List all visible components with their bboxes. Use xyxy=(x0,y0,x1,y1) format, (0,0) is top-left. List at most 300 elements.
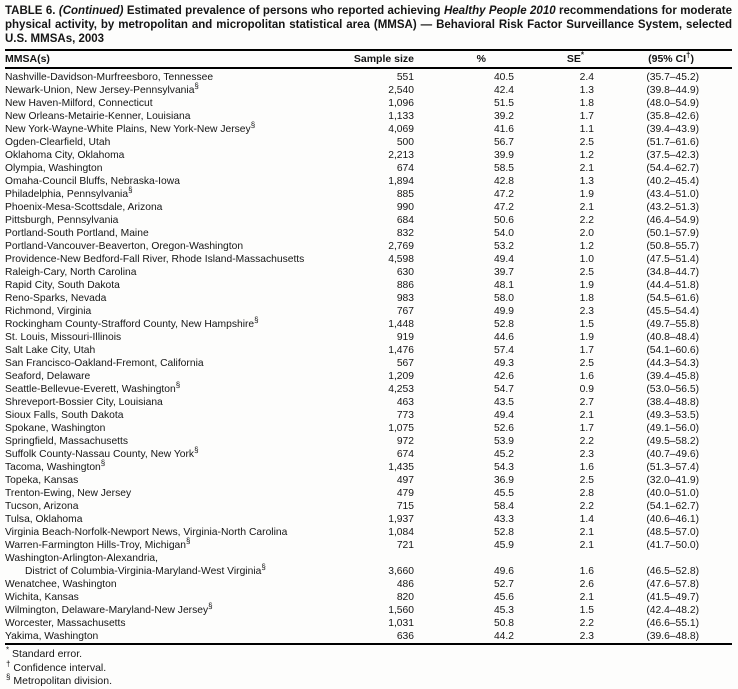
table-title xyxy=(5,2,732,51)
percent-value: 44.2 xyxy=(493,631,514,642)
se-value: 1.6 xyxy=(579,462,594,473)
table-row xyxy=(5,123,732,136)
ci-value: (41.5–49.7) xyxy=(646,592,699,603)
title-text-1: Estimated prevalence of persons who reported achieving xyxy=(126,5,441,17)
mmsa-name: New Haven-Milford, Connecticut xyxy=(5,98,153,109)
mmsa-name: Seaford, Delaware xyxy=(5,371,91,382)
footnote-symbol: § xyxy=(6,672,11,682)
se-value: 2.1 xyxy=(579,540,594,551)
table-row xyxy=(5,188,732,201)
sample-size-value: 2,769 xyxy=(388,241,414,252)
percent-value: 54.3 xyxy=(493,462,514,473)
ci-value: (44.4–51.8) xyxy=(646,280,699,291)
sample-size-value: 674 xyxy=(396,163,414,174)
mmsa-name-cell xyxy=(5,68,344,84)
ci-value: (47.5–51.4) xyxy=(646,254,699,265)
sample-size-value: 820 xyxy=(396,592,414,603)
mmsa-name: Ogden-Clearfield, Utah xyxy=(5,137,111,148)
prevalence-table xyxy=(5,51,732,645)
mmsa-name-cell xyxy=(5,500,344,513)
se-value: 2.4 xyxy=(579,72,594,83)
ci-value: (34.8–44.7) xyxy=(646,267,699,278)
mmsa-name-cell xyxy=(5,630,344,644)
mmsa-name-cell xyxy=(5,266,344,279)
percent-value: 47.2 xyxy=(493,189,514,200)
footnote-text: Metropolitan division. xyxy=(13,675,113,687)
se-value: 2.5 xyxy=(579,137,594,148)
ci-value: (40.8–48.4) xyxy=(646,332,699,343)
mmsa-name-cell xyxy=(5,396,344,409)
mmsa-name: Newark-Union, New Jersey-Pennsylvania xyxy=(5,85,195,96)
percent-value: 42.4 xyxy=(493,85,514,96)
mmsa-name-cell xyxy=(5,227,344,240)
sample-size-value: 721 xyxy=(396,540,414,551)
table-row xyxy=(5,409,732,422)
ci-value: (45.5–54.4) xyxy=(646,306,699,317)
percent-value: 45.6 xyxy=(493,592,514,603)
table-row xyxy=(5,357,732,370)
mmsa-name: Springfield, Massachusetts xyxy=(5,436,129,447)
table-row xyxy=(5,292,732,305)
mmsa-name: Nashville-Davidson-Murfreesboro, Tennessee xyxy=(5,72,214,83)
percent-value: 50.6 xyxy=(493,215,514,226)
mmsa-name-cell xyxy=(5,370,344,383)
sample-size-value: 1,096 xyxy=(388,98,414,109)
percent-value: 40.5 xyxy=(493,72,514,83)
percent-value: 52.8 xyxy=(493,527,514,538)
footnote-text: Confidence interval. xyxy=(13,661,107,674)
percent-value: 54.7 xyxy=(493,384,514,395)
mmsa-name-cell xyxy=(5,120,344,136)
se-value: 1.9 xyxy=(579,189,594,200)
mmsa-name: Rockingham County-Strafford County, New Hampshire xyxy=(5,319,255,330)
mmsa-name-cell xyxy=(5,175,344,188)
sample-size-value: 4,069 xyxy=(388,124,414,135)
ci-value: (54.5–61.6) xyxy=(646,293,699,304)
mmsa-name-cell xyxy=(5,315,344,331)
table-row xyxy=(5,435,732,448)
ci-value: (32.0–41.9) xyxy=(646,475,699,486)
sample-size-value: 1,937 xyxy=(388,514,414,525)
percent-value: 49.4 xyxy=(493,410,514,421)
table-row xyxy=(5,422,732,435)
se-value: 2.5 xyxy=(579,475,594,486)
percent-value: 42.6 xyxy=(493,371,514,382)
ci-value: (50.8–55.7) xyxy=(646,241,699,252)
se-value: 1.6 xyxy=(579,566,594,577)
se-value: 2.1 xyxy=(579,527,594,538)
se-value: 2.5 xyxy=(579,267,594,278)
sample-size-value: 1,031 xyxy=(388,618,414,629)
table-row xyxy=(5,201,732,214)
sample-size-value: 1,084 xyxy=(388,527,414,538)
table-row xyxy=(5,500,732,513)
sample-size-value: 684 xyxy=(396,215,414,226)
percent-value: 49.9 xyxy=(493,306,514,317)
sample-size-value: 3,660 xyxy=(388,566,414,577)
mmsa-name: St. Louis, Missouri-Illinois xyxy=(5,332,122,343)
sample-size-value: 2,540 xyxy=(388,85,414,96)
se-value: 2.2 xyxy=(579,436,594,447)
sample-size-value: 567 xyxy=(396,358,414,369)
table-row xyxy=(5,68,732,84)
se-value: 1.0 xyxy=(579,254,594,265)
percent-value: 53.9 xyxy=(493,436,514,447)
mmsa-name-cell xyxy=(5,344,344,357)
footnote-symbol: * xyxy=(6,645,10,655)
table-row xyxy=(5,240,732,253)
table-row xyxy=(5,227,732,240)
percent-value: 43.5 xyxy=(493,397,514,408)
mmsa-name-cell xyxy=(5,240,344,253)
mmsa-name: Trenton-Ewing, New Jersey xyxy=(5,488,132,499)
se-value: 2.6 xyxy=(579,579,594,590)
table-row xyxy=(5,474,732,487)
ci-value: (51.7–61.6) xyxy=(646,137,699,148)
mmsa-name: Worcester, Massachusetts xyxy=(5,618,126,629)
ci-value: (47.6–57.8) xyxy=(646,579,699,590)
percent-value: 47.2 xyxy=(493,202,514,213)
mmsa-name-cell xyxy=(5,458,344,474)
se-value: 1.3 xyxy=(579,85,594,96)
table-row xyxy=(5,578,732,591)
table-row xyxy=(5,136,732,149)
se-value: 1.8 xyxy=(579,98,594,109)
mmsa-name: Warren-Farmington Hills-Troy, Michigan xyxy=(5,540,186,551)
table-row xyxy=(5,539,732,552)
se-value: 2.1 xyxy=(579,202,594,213)
mmsa-name: Seattle-Bellevue-Everett, Washington xyxy=(5,384,176,395)
sample-size-value: 1,209 xyxy=(388,371,414,382)
ci-value: (54.4–62.7) xyxy=(646,163,699,174)
column-header-se: SE* xyxy=(514,51,594,68)
table-row xyxy=(5,565,732,578)
mmsa-name: Shreveport-Bossier City, Louisiana xyxy=(5,397,163,408)
percent-value: 45.2 xyxy=(493,449,514,460)
mmsa-name-cell xyxy=(5,305,344,318)
footnote xyxy=(6,645,732,662)
sample-size-value: 2,213 xyxy=(388,150,414,161)
metro-division-marker: § xyxy=(208,601,213,611)
mmsa-name-cell xyxy=(5,578,344,591)
mmsa-name-cell xyxy=(5,357,344,370)
table-row xyxy=(5,552,732,565)
se-value: 2.2 xyxy=(579,618,594,629)
footnote xyxy=(6,659,732,676)
se-footnote-marker: * xyxy=(580,50,584,60)
sample-size-value: 1,133 xyxy=(388,111,414,122)
mmsa-name-cell xyxy=(5,474,344,487)
sample-size-value: 715 xyxy=(396,501,414,512)
table-row xyxy=(5,175,732,188)
ci-value: (43.2–51.3) xyxy=(646,202,699,213)
table-body xyxy=(5,68,732,644)
mmsa-name-cell xyxy=(5,81,344,97)
footnote-text: Standard error. xyxy=(12,648,83,660)
percent-value: 42.8 xyxy=(493,176,514,187)
column-header-sample-size: Sample size xyxy=(344,51,414,68)
table-row xyxy=(5,526,732,539)
mmsa-name-cell xyxy=(5,292,344,305)
sample-size-value: 463 xyxy=(396,397,414,408)
mmsa-name-cell xyxy=(5,445,344,461)
table-row xyxy=(5,253,732,266)
ci-value: (46.5–52.8) xyxy=(646,566,699,577)
se-value: 1.9 xyxy=(579,280,594,291)
se-value: 2.1 xyxy=(579,592,594,603)
mmsa-name-cell xyxy=(5,253,344,266)
mmsa-name: Raleigh-Cary, North Carolina xyxy=(5,267,137,278)
se-value: 2.1 xyxy=(579,410,594,421)
table-row xyxy=(5,84,732,97)
metro-division-marker: § xyxy=(128,185,133,195)
se-value: 1.3 xyxy=(579,176,594,187)
mmsa-name: Wichita, Kansas xyxy=(5,592,79,603)
sample-size-value: 919 xyxy=(396,332,414,343)
ci-value: (49.5–58.2) xyxy=(646,436,699,447)
ci-value: (49.7–55.8) xyxy=(646,319,699,330)
mmsa-name-cell xyxy=(5,214,344,227)
sample-size-value: 773 xyxy=(396,410,414,421)
mmsa-name: Rapid City, South Dakota xyxy=(5,280,120,291)
ci-value: (46.4–54.9) xyxy=(646,215,699,226)
sample-size-value: 497 xyxy=(396,475,414,486)
percent-value: 49.6 xyxy=(493,566,514,577)
percent-value: 45.5 xyxy=(493,488,514,499)
sample-size-value: 832 xyxy=(396,228,414,239)
percent-value: 56.7 xyxy=(493,137,514,148)
ci-value: (40.6–46.1) xyxy=(646,514,699,525)
mmsa-name-cell xyxy=(5,526,344,539)
mmsa-name-cell xyxy=(5,110,344,123)
percent-value: 48.1 xyxy=(493,280,514,291)
sample-size-value: 1,448 xyxy=(388,319,414,330)
sample-size-value: 990 xyxy=(396,202,414,213)
table-row xyxy=(5,630,732,644)
ci-value: (39.8–44.9) xyxy=(646,85,699,96)
percent-value: 52.8 xyxy=(493,319,514,330)
mmsa-name-cell xyxy=(5,617,344,630)
mmsa-name: New Orleans-Metairie-Kenner, Louisiana xyxy=(5,111,191,122)
ci-value: (51.3–57.4) xyxy=(646,462,699,473)
se-value: 0.9 xyxy=(579,384,594,395)
mmsa-name-cell xyxy=(5,562,344,578)
sample-size-value: 4,598 xyxy=(388,254,414,265)
percent-value: 39.9 xyxy=(493,150,514,161)
mmsa-name: Topeka, Kansas xyxy=(5,475,79,486)
ci-value: (44.3–54.3) xyxy=(646,358,699,369)
percent-value: 45.3 xyxy=(493,605,514,616)
mmsa-name-cell xyxy=(5,97,344,110)
table-row xyxy=(5,110,732,123)
se-value: 1.7 xyxy=(579,345,594,356)
ci-value: (39.4–43.9) xyxy=(646,124,699,135)
percent-value: 41.6 xyxy=(493,124,514,135)
sample-size-value: 885 xyxy=(396,189,414,200)
table-row xyxy=(5,344,732,357)
mmsa-name: Yakima, Washington xyxy=(5,631,99,642)
sample-size-value: 674 xyxy=(396,449,414,460)
se-value: 1.5 xyxy=(579,319,594,330)
percent-value: 58.4 xyxy=(493,501,514,512)
sample-size-value: 1,435 xyxy=(388,462,414,473)
mmsa-name: Olympia, Washington xyxy=(5,163,103,174)
se-value: 1.4 xyxy=(579,514,594,525)
metro-division-marker: § xyxy=(254,315,259,325)
mmsa-name: Tacoma, Washington xyxy=(5,462,101,473)
mmsa-name: New York-Wayne-White Plains, New York-New Jersey xyxy=(5,124,251,135)
sample-size-value: 1,476 xyxy=(388,345,414,356)
percent-value: 58.5 xyxy=(493,163,514,174)
table-row xyxy=(5,279,732,292)
metro-division-marker: § xyxy=(194,445,199,455)
footnotes xyxy=(5,645,732,689)
sample-size-value: 479 xyxy=(396,488,414,499)
sample-size-value: 886 xyxy=(396,280,414,291)
mmsa-name: Washington-Arlington-Alexandria, xyxy=(5,553,159,564)
mmsa-name: Spokane, Washington xyxy=(5,423,106,434)
percent-value: 43.3 xyxy=(493,514,514,525)
sample-size-value: 630 xyxy=(396,267,414,278)
mmsa-name-cell xyxy=(5,422,344,435)
sample-size-value: 983 xyxy=(396,293,414,304)
se-value: 1.2 xyxy=(579,241,594,252)
percent-value: 53.2 xyxy=(493,241,514,252)
ci-value: (40.7–49.6) xyxy=(646,449,699,460)
table-header xyxy=(5,51,732,68)
percent-value: 49.4 xyxy=(493,254,514,265)
ci-value: (54.1–60.6) xyxy=(646,345,699,356)
table-row xyxy=(5,331,732,344)
table-row xyxy=(5,305,732,318)
ci-value: (42.4–48.2) xyxy=(646,605,699,616)
table-row xyxy=(5,383,732,396)
ci-value: (37.5–42.3) xyxy=(646,150,699,161)
sample-size-value: 4,253 xyxy=(388,384,414,395)
percent-value: 39.7 xyxy=(493,267,514,278)
mmsa-name-cell xyxy=(5,185,344,201)
continued-marker: (Continued) xyxy=(58,5,124,17)
mmsa-name: Wilmington, Delaware-Maryland-New Jersey xyxy=(5,605,209,616)
percent-value: 52.7 xyxy=(493,579,514,590)
table-row xyxy=(5,97,732,110)
mmsa-name-cell xyxy=(5,552,344,565)
percent-value: 57.4 xyxy=(493,345,514,356)
mmsa-name: Richmond, Virginia xyxy=(5,306,92,317)
ci-value: (41.7–50.0) xyxy=(646,540,699,551)
footnote-symbol: † xyxy=(6,659,11,668)
se-value: 1.2 xyxy=(579,150,594,161)
ci-value: (48.0–54.9) xyxy=(646,98,699,109)
se-value: 1.6 xyxy=(579,371,594,382)
se-value: 1.9 xyxy=(579,332,594,343)
mmsa-name-cell xyxy=(5,601,344,617)
sample-size-value: 500 xyxy=(396,137,414,148)
se-value: 1.5 xyxy=(579,605,594,616)
table-row xyxy=(5,318,732,331)
percent-value: 52.6 xyxy=(493,423,514,434)
mmsa-name-cell xyxy=(5,435,344,448)
sample-size-value: 486 xyxy=(396,579,414,590)
mmsa-name: Tulsa, Oklahoma xyxy=(5,514,83,525)
sample-size-value: 1,560 xyxy=(388,605,414,616)
ci-value: (46.6–55.1) xyxy=(646,618,699,629)
se-value xyxy=(514,552,594,565)
se-value: 1.7 xyxy=(579,423,594,434)
mmsa-name: Salt Lake City, Utah xyxy=(5,345,96,356)
mmsa-name: Phoenix-Mesa-Scottsdale, Arizona xyxy=(5,202,163,213)
se-value: 1.8 xyxy=(579,293,594,304)
mmsa-name-cell xyxy=(5,380,344,396)
metro-division-marker: § xyxy=(261,562,266,572)
mmsa-name-cell xyxy=(5,409,344,422)
mmsa-name-cell xyxy=(5,331,344,344)
sample-size-value: 636 xyxy=(396,631,414,642)
se-value: 2.3 xyxy=(579,306,594,317)
ci-value: (49.1–56.0) xyxy=(646,423,699,434)
mmsa-name-cell xyxy=(5,536,344,552)
percent-value: 45.9 xyxy=(493,540,514,551)
mmsa-name: Reno-Sparks, Nevada xyxy=(5,293,107,304)
metro-division-marker: § xyxy=(194,81,199,91)
se-value: 2.2 xyxy=(579,501,594,512)
ci-value: (49.3–53.5) xyxy=(646,410,699,421)
mmsa-name: Tucson, Arizona xyxy=(5,501,79,512)
ci-value: (39.6–48.8) xyxy=(646,631,699,642)
ci-value: (40.0–51.0) xyxy=(646,488,699,499)
footnote xyxy=(6,672,732,689)
mmsa-name-cell xyxy=(5,591,344,604)
sample-size-value: 1,894 xyxy=(388,176,414,187)
se-value: 1.1 xyxy=(579,124,594,135)
mmsa-name-cell xyxy=(5,149,344,162)
mmsa-name: Wenatchee, Washington xyxy=(5,579,117,590)
se-value: 2.3 xyxy=(579,449,594,460)
sample-size-value: 551 xyxy=(396,72,414,83)
ci-value: (39.4–45.8) xyxy=(646,371,699,382)
mmsa-name: Omaha-Council Bluffs, Nebraska-Iowa xyxy=(5,176,180,187)
table-row xyxy=(5,370,732,383)
ci-value: (35.7–45.2) xyxy=(646,72,699,83)
ci-value: (40.2–45.4) xyxy=(646,176,699,187)
se-value: 2.8 xyxy=(579,488,594,499)
percent-value xyxy=(414,552,514,565)
table-row xyxy=(5,591,732,604)
mmsa-name: San Francisco-Oakland-Fremont, California xyxy=(5,358,204,369)
mmsa-name-cell xyxy=(5,136,344,149)
table-row xyxy=(5,162,732,175)
column-header-mmsa: MMSA(s) xyxy=(5,51,344,68)
mmsa-name: Suffolk County-Nassau County, New York xyxy=(5,449,195,460)
table-row xyxy=(5,266,732,279)
ci-value: (35.8–42.6) xyxy=(646,111,699,122)
ci-value xyxy=(594,552,732,565)
ci-footnote-marker: † xyxy=(686,50,691,60)
ci-value: (53.0–56.5) xyxy=(646,384,699,395)
metro-division-marker: § xyxy=(100,458,106,468)
mmsa-name: Portland-South Portland, Maine xyxy=(5,228,149,239)
mmsa-name: Oklahoma City, Oklahoma xyxy=(5,150,125,161)
mmsa-name-cell xyxy=(5,487,344,500)
percent-value: 50.8 xyxy=(493,618,514,629)
ci-value: (48.5–57.0) xyxy=(646,527,699,538)
se-value: 2.0 xyxy=(579,228,594,239)
mmsa-name: Philadelphia, Pennsylvania xyxy=(5,189,129,200)
se-value: 1.7 xyxy=(579,111,594,122)
mmsa-name: Pittsburgh, Pennsylvania xyxy=(5,215,119,226)
table-row xyxy=(5,149,732,162)
mmsa-name: District of Columbia-Virginia-Maryland-West Virginia xyxy=(25,566,262,577)
